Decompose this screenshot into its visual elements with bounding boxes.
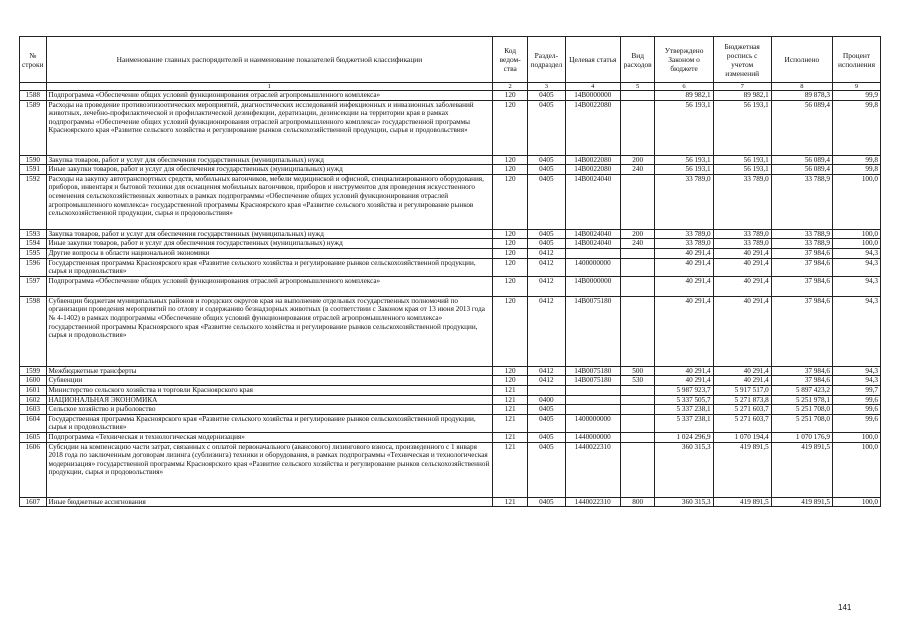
header-dept: Код ведом-ства [493,37,528,83]
row-roster: 40 291,4 [713,376,771,386]
row-target: 14В0000000 [565,91,620,101]
row-roster: 33 789,0 [713,229,771,239]
header-line-no: № строки [20,37,47,83]
row-roster: 5 271 873,8 [713,395,771,405]
table-header-row [20,37,881,83]
table-row [20,385,881,395]
row-name: Сельское хозяйство и рыболовство [46,405,493,415]
row-percent: 100,0 [832,239,880,249]
row-dept: 120 [493,100,528,155]
row-dept: 120 [493,376,528,386]
row-name: Межбюджетные трансферты [46,366,493,376]
row-exp-type [620,442,655,497]
row-name: Иные закупки товаров, работ и услуг для обеспечения государственных (муниципальных) нужд [46,239,493,249]
row-name: Подпрограмма «Техническая и технологическая модернизация» [46,432,493,442]
row-dept: 121 [493,385,528,395]
col-number [20,83,47,91]
row-approved: 56 193,1 [655,100,713,155]
row-executed: 33 788,9 [771,229,832,239]
row-name: Иные закупки товаров, работ и услуг для обеспечения государственных (муниципальных) нужд [46,165,493,175]
row-exp-type [620,296,655,366]
row-target: 14В0024040 [565,174,620,229]
col-number: 6 [655,83,713,91]
row-approved: 40 291,4 [655,376,713,386]
header-target: Целевая статья [565,37,620,83]
table-row [20,376,881,386]
row-number: 1589 [20,100,47,155]
row-percent: 99,6 [832,395,880,405]
row-target: 14В0000000 [565,276,620,296]
row-dept: 120 [493,276,528,296]
row-target: 14В0075180 [565,376,620,386]
row-approved: 33 789,0 [655,174,713,229]
row-percent: 94,3 [832,258,880,276]
row-exp-type: 240 [620,239,655,249]
row-dept: 121 [493,414,528,432]
row-roster: 33 789,0 [713,174,771,229]
header-name: Наименование главных распорядителей и наименование показателей бюджетной классификации [46,37,493,83]
row-roster: 56 193,1 [713,100,771,155]
col-number: 9 [832,83,880,91]
row-executed: 419 891,5 [771,497,832,507]
row-target: 14В0024040 [565,229,620,239]
row-percent: 99,6 [832,414,880,432]
row-section: 0405 [528,442,566,497]
table-row [20,174,881,229]
row-approved: 40 291,4 [655,248,713,258]
row-dept: 120 [493,258,528,276]
row-dept: 120 [493,239,528,249]
row-percent: 94,3 [832,248,880,258]
row-name: Субсидии на компенсацию части затрат, связанных с оплатой первоначального (авансового) лизингового взноса, произведенного с 1 января 2018 года по заключенным договорам лизинга (сублизинга) техники и оборудования, в рамках подпрограммы «Техническая и технологическая модернизация» государственной программы Красноярского края «Развитие сельского хозяйства и регулирование рынков сельскохозяйственной продукции, сырья и продовольствия» [46,442,493,497]
row-name: Расходы на закупку автотранспортных средств, мобильных вагончиков, мебели медицинской и офисной, специализированного оборудования, приборов, инвентаря и бытовой техники для оснащения мобильных вагончиков, приборов и инструментов для проведения искусственного осеменения сельскохозяйственных животных в рамках подпрограммы «Обеспечение общих условий функционирования отраслей агропромышленного комплекса» государственной программы Красноярского края «Развитие сельского хозяйства и регулирование рынков сельскохозяйственной продукции, сырья и продовольствия» [46,174,493,229]
row-section: 0405 [528,432,566,442]
row-executed: 5 251 708,0 [771,414,832,432]
row-exp-type: 200 [620,229,655,239]
header-roster: Бюджетная роспись с учетом изменений [713,37,771,83]
table-row [20,165,881,175]
table-row [20,414,881,432]
table-row [20,91,881,101]
row-approved: 33 789,0 [655,229,713,239]
row-exp-type [620,174,655,229]
row-exp-type [620,258,655,276]
row-executed: 37 984,6 [771,376,832,386]
row-percent: 100,0 [832,174,880,229]
row-number: 1601 [20,385,47,395]
table-row [20,442,881,497]
table-row [20,239,881,249]
row-section: 0400 [528,395,566,405]
row-number: 1605 [20,432,47,442]
row-roster: 89 982,1 [713,91,771,101]
row-section: 0405 [528,165,566,175]
row-name: Государственная программа Красноярского края «Развитие сельского хозяйства и регулирование рынков сельскохозяйственной продукции, сырья и продовольствия» [46,258,493,276]
col-number: 7 [713,83,771,91]
row-target: 14В0022080 [565,165,620,175]
row-dept: 120 [493,91,528,101]
row-percent: 94,3 [832,366,880,376]
table-row [20,155,881,165]
row-approved: 89 982,1 [655,91,713,101]
row-executed: 37 984,6 [771,248,832,258]
row-roster: 40 291,4 [713,258,771,276]
row-dept: 120 [493,165,528,175]
col-number: 1 [46,83,493,91]
row-name: Подпрограмма «Обеспечение общих условий функционирования отраслей агропромышленного комплекса» [46,276,493,296]
row-percent: 99,9 [832,91,880,101]
row-exp-type: 800 [620,497,655,507]
page-number: 141 [838,603,852,612]
row-percent: 100,0 [832,442,880,497]
row-roster: 56 193,1 [713,165,771,175]
row-number: 1602 [20,395,47,405]
table-row [20,100,881,155]
row-executed: 37 984,6 [771,258,832,276]
row-percent: 99,6 [832,405,880,415]
row-executed: 56 089,4 [771,155,832,165]
row-exp-type [620,248,655,258]
row-target: 1400000000 [565,258,620,276]
row-exp-type [620,276,655,296]
row-target [565,405,620,415]
row-roster: 56 193,1 [713,155,771,165]
row-executed: 1 070 176,9 [771,432,832,442]
col-number: 8 [771,83,832,91]
row-roster: 40 291,4 [713,366,771,376]
row-name: Расходы на проведение противоэпизоотических мероприятий, диагностических исследований инфекционных и инвазионных заболеваний животных, лечебно-профилактической и профилактической дезинфекции, дератизации, дезинсекции на территории края в рамках подпрограммы «Обеспечение общих условий функционирования отраслей агропромышленного комплекса» государственной программы Красноярского края «Развитие сельского хозяйства и регулирование рынков сельскохозяйственной продукции, сырья и продовольствия» [46,100,493,155]
row-name: Иные бюджетные ассигнования [46,497,493,507]
row-section: 0412 [528,248,566,258]
header-executed: Исполнено [771,37,832,83]
row-roster: 40 291,4 [713,248,771,258]
row-dept: 121 [493,395,528,405]
header-exp-type: Вид расходов [620,37,655,83]
row-percent: 99,7 [832,385,880,395]
row-dept: 120 [493,229,528,239]
row-target: 1440022310 [565,497,620,507]
row-approved: 40 291,4 [655,276,713,296]
col-number: 3 [528,83,566,91]
row-approved: 360 315,3 [655,497,713,507]
row-exp-type: 500 [620,366,655,376]
row-target: 14В0075180 [565,366,620,376]
budget-table [19,36,881,507]
row-section: 0405 [528,414,566,432]
row-section: 0412 [528,376,566,386]
row-approved: 40 291,4 [655,296,713,366]
row-roster: 419 891,5 [713,442,771,497]
row-name: НАЦИОНАЛЬНАЯ ЭКОНОМИКА [46,395,493,405]
table-row [20,248,881,258]
row-percent: 94,3 [832,376,880,386]
row-percent: 94,3 [832,296,880,366]
table-row [20,229,881,239]
row-executed: 5 251 708,0 [771,405,832,415]
row-name: Министерство сельского хозяйства и торговли Красноярского края [46,385,493,395]
row-approved: 5 337 238,1 [655,414,713,432]
row-section: 0405 [528,405,566,415]
row-exp-type [620,91,655,101]
row-approved: 40 291,4 [655,258,713,276]
row-number: 1606 [20,442,47,497]
row-name: Государственная программа Красноярского края «Развитие сельского хозяйства и регулирование рынков сельскохозяйственной продукции, сырья и продовольствия» [46,414,493,432]
row-number: 1598 [20,296,47,366]
row-percent: 100,0 [832,432,880,442]
row-approved: 33 789,0 [655,239,713,249]
row-number: 1604 [20,414,47,432]
row-section: 0412 [528,258,566,276]
row-approved: 40 291,4 [655,366,713,376]
column-number-row [20,83,881,91]
col-number: 5 [620,83,655,91]
row-dept: 121 [493,432,528,442]
row-approved: 56 193,1 [655,155,713,165]
header-approved: Утверждено Законом о бюджете [655,37,713,83]
table-row [20,497,881,507]
row-dept: 121 [493,497,528,507]
row-executed: 5 897 423,2 [771,385,832,395]
row-section: 0405 [528,497,566,507]
row-roster: 40 291,4 [713,276,771,296]
row-target [565,248,620,258]
row-exp-type: 530 [620,376,655,386]
row-name: Закупка товаров, работ и услуг для обеспечения государственных (муниципальных) нужд [46,155,493,165]
table-row [20,296,881,366]
row-number: 1588 [20,91,47,101]
row-roster: 33 789,0 [713,239,771,249]
row-target: 14В0022080 [565,155,620,165]
row-section [528,385,566,395]
row-executed: 37 984,6 [771,276,832,296]
row-section: 0412 [528,296,566,366]
row-executed: 56 089,4 [771,100,832,155]
row-roster: 419 891,5 [713,497,771,507]
row-target: 14В0024040 [565,239,620,249]
row-approved: 1 024 296,9 [655,432,713,442]
row-roster: 5 271 603,7 [713,414,771,432]
row-section: 0405 [528,174,566,229]
row-roster: 1 070 194,4 [713,432,771,442]
row-section: 0405 [528,229,566,239]
col-number: 2 [493,83,528,91]
row-approved: 5 337 505,7 [655,395,713,405]
row-target: 1440000000 [565,432,620,442]
row-roster: 5 917 517,0 [713,385,771,395]
row-percent: 94,3 [832,276,880,296]
row-exp-type [620,100,655,155]
table-row [20,432,881,442]
row-name: Закупка товаров, работ и услуг для обеспечения государственных (муниципальных) нужд [46,229,493,239]
table-row [20,395,881,405]
row-name: Субвенции бюджетам муниципальных районов и городских округов края на выполнение отдельных государственных полномочий по организации проведения мероприятий по отлову и содержанию безнадзорных животных (в соответствии с Законом края от 13 июня 2013 года № 4-1402) в рамках подпрограммы «Обеспечение общих условий функционирования отраслей агропромышленного комплекса» государственной программы Красноярского края «Развитие сельского хозяйства и регулирование рынков сельскохозяйственной продукции, сырья и продовольствия» [46,296,493,366]
row-dept: 120 [493,366,528,376]
row-approved: 5 987 923,7 [655,385,713,395]
table-body [20,91,881,507]
row-number: 1596 [20,258,47,276]
row-section: 0405 [528,91,566,101]
row-number: 1595 [20,248,47,258]
row-approved: 56 193,1 [655,165,713,175]
row-exp-type [620,432,655,442]
row-approved: 360 315,3 [655,442,713,497]
row-number: 1592 [20,174,47,229]
row-dept: 121 [493,405,528,415]
row-number: 1594 [20,239,47,249]
row-executed: 89 878,3 [771,91,832,101]
row-number: 1600 [20,376,47,386]
row-dept: 120 [493,155,528,165]
row-executed: 5 251 978,1 [771,395,832,405]
row-section: 0412 [528,366,566,376]
row-executed: 37 984,6 [771,296,832,366]
row-number: 1591 [20,165,47,175]
row-section: 0405 [528,155,566,165]
row-dept: 120 [493,248,528,258]
row-name: Подпрограмма «Обеспечение общих условий функционирования отраслей агропромышленного комплекса» [46,91,493,101]
row-dept: 120 [493,296,528,366]
row-number: 1599 [20,366,47,376]
row-section: 0412 [528,276,566,296]
row-number: 1597 [20,276,47,296]
row-exp-type [620,405,655,415]
row-exp-type [620,414,655,432]
row-percent: 99,8 [832,100,880,155]
row-number: 1607 [20,497,47,507]
row-percent: 99,8 [832,165,880,175]
table-row [20,366,881,376]
row-roster: 40 291,4 [713,296,771,366]
row-exp-type [620,395,655,405]
row-target: 1440022310 [565,442,620,497]
table-row [20,258,881,276]
row-target: 14В0022080 [565,100,620,155]
row-exp-type [620,385,655,395]
row-number: 1603 [20,405,47,415]
row-roster: 5 271 603,7 [713,405,771,415]
row-executed: 37 984,6 [771,366,832,376]
col-number: 4 [565,83,620,91]
row-percent: 100,0 [832,497,880,507]
table-row [20,276,881,296]
row-dept: 120 [493,174,528,229]
row-percent: 100,0 [832,229,880,239]
row-target [565,385,620,395]
table-row [20,405,881,415]
row-executed: 56 089,4 [771,165,832,175]
row-approved: 5 337 238,1 [655,405,713,415]
row-target [565,395,620,405]
row-executed: 33 788,9 [771,174,832,229]
row-exp-type: 200 [620,155,655,165]
row-section: 0405 [528,100,566,155]
row-target: 14В0075180 [565,296,620,366]
header-percent: Процент исполнения [832,37,880,83]
row-executed: 33 788,9 [771,239,832,249]
row-section: 0405 [528,239,566,249]
row-percent: 99,8 [832,155,880,165]
row-exp-type: 240 [620,165,655,175]
row-number: 1590 [20,155,47,165]
header-section: Раздел-подраздел [528,37,566,83]
row-name: Субвенции [46,376,493,386]
row-number: 1593 [20,229,47,239]
row-target: 1400000000 [565,414,620,432]
row-executed: 419 891,5 [771,442,832,497]
row-dept: 121 [493,442,528,497]
row-name: Другие вопросы в области национальной экономики [46,248,493,258]
